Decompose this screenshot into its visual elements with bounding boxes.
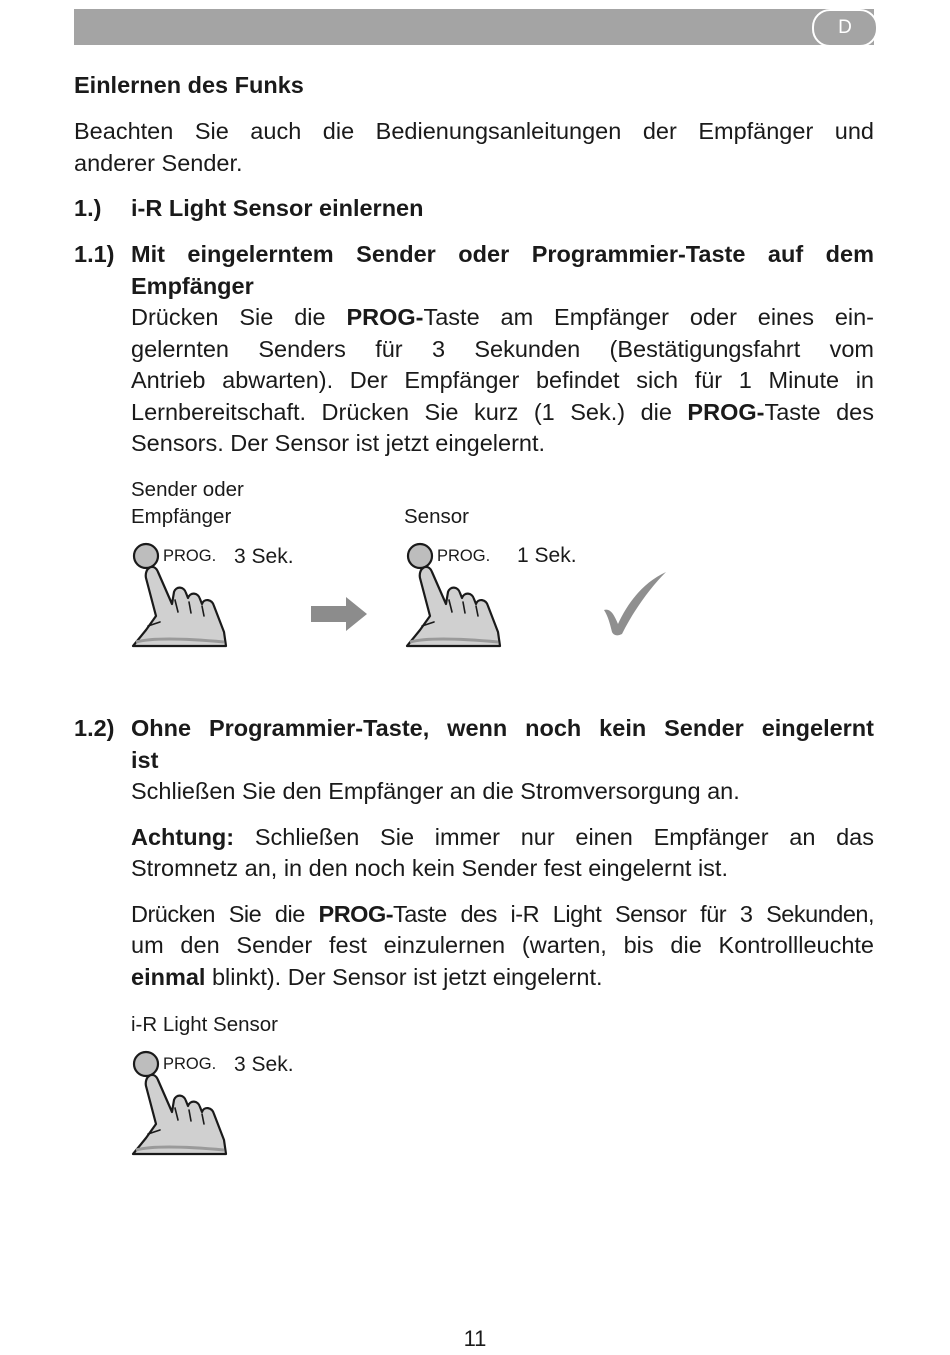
text-span: Lernbereitschaft. Drücken Sie kurz (1 Sek.) die (131, 399, 688, 425)
prog-key-label: PROG- (687, 399, 765, 425)
text-span: Schließen Sie immer nur einen Empfänger an das (234, 824, 874, 850)
text-span: Taste des i-R Light Sensor für 3 Sekunden, (393, 901, 874, 927)
step-1-2-paragraph-1: Schließen Sie den Empfänger an die Stromversorgung an. (131, 778, 740, 804)
step-1-1-number: 1.1) (74, 241, 115, 267)
prog-button-label: PROG. (163, 1055, 217, 1073)
step-1-1-paragraph-line-1 (131, 302, 874, 334)
text-span: Taste des (764, 399, 874, 425)
arrow-right-icon (310, 596, 368, 632)
header-bar (74, 9, 874, 45)
section-title: Einlernen des Funks (74, 72, 304, 98)
step-1-1-title-line-2: Empfänger (131, 273, 254, 299)
prog-button-label: PROG. (437, 547, 491, 565)
prog-key-label: PROG- (318, 901, 394, 927)
page-number: 11 (463, 1326, 487, 1351)
checkmark-icon (598, 570, 670, 638)
text-span: blinkt). Der Sensor ist jetzt eingelernt. (205, 964, 603, 990)
step-1-2-number: 1.2) (74, 715, 115, 741)
warning-line-1 (131, 822, 874, 854)
figure-2-label: i-R Light Sensor (131, 1013, 278, 1036)
figure-1-label-sender-line-2: Empfänger (131, 505, 232, 528)
figure-1-label-sender-line-1: Sender oder (131, 478, 244, 501)
text-span: Drücken Sie die (131, 901, 319, 927)
prog-key-label: PROG- (346, 304, 424, 330)
intro-line-2: anderer Sender. (74, 150, 243, 176)
step-1-1-title-line-1: Mit eingelerntem Sender oder Programmier-Taste auf dem (131, 241, 874, 267)
warning-line-2: Stromnetz an, in den noch kein Sender fest eingelernt ist. (131, 855, 728, 881)
step-1-2-title-line-2: ist (131, 747, 159, 773)
step-1-2-title-line-1: Ohne Programmier-Taste, wenn noch kein Sender eingelernt (131, 715, 874, 741)
step-1-1-paragraph-line-4 (131, 397, 874, 429)
step-1-title: i-R Light Sensor einlernen (131, 195, 424, 221)
step-1-2-paragraph-3-line-1 (131, 899, 874, 931)
step-1-2-paragraph-3-line-2: um den Sender fest einzulernen (warten, bis die Kontrollleuchte (131, 932, 874, 958)
step-1-1-paragraph-line-3: Antrieb abwarten). Der Empfänger befindet sich für 1 Minute in (131, 367, 874, 393)
step-1-2-paragraph-3-line-3 (131, 962, 603, 994)
emphasis-text: einmal (131, 964, 206, 990)
duration-label: 3 Sek. (234, 545, 294, 568)
duration-label: 1 Sek. (517, 544, 577, 567)
text-span: Drücken Sie die (131, 304, 347, 330)
duration-label: 3 Sek. (234, 1053, 294, 1076)
prog-button-label: PROG. (163, 547, 217, 565)
text-span: Taste am Empfänger oder eines ein- (423, 304, 875, 330)
step-1-1-paragraph-line-5: Sensors. Der Sensor ist jetzt eingelernt. (131, 430, 546, 456)
step-1-1-paragraph-line-2: gelernten Senders für 3 Sekunden (Bestätigungsfahrt vom (131, 336, 874, 362)
figure-1-label-sensor: Sensor (404, 505, 469, 528)
language-badge: D (812, 9, 878, 47)
warning-label: Achtung: (131, 824, 235, 850)
intro-line-1: Beachten Sie auch die Bedienungsanleitungen der Empfänger und (74, 118, 874, 144)
step-1-number: 1.) (74, 195, 102, 221)
